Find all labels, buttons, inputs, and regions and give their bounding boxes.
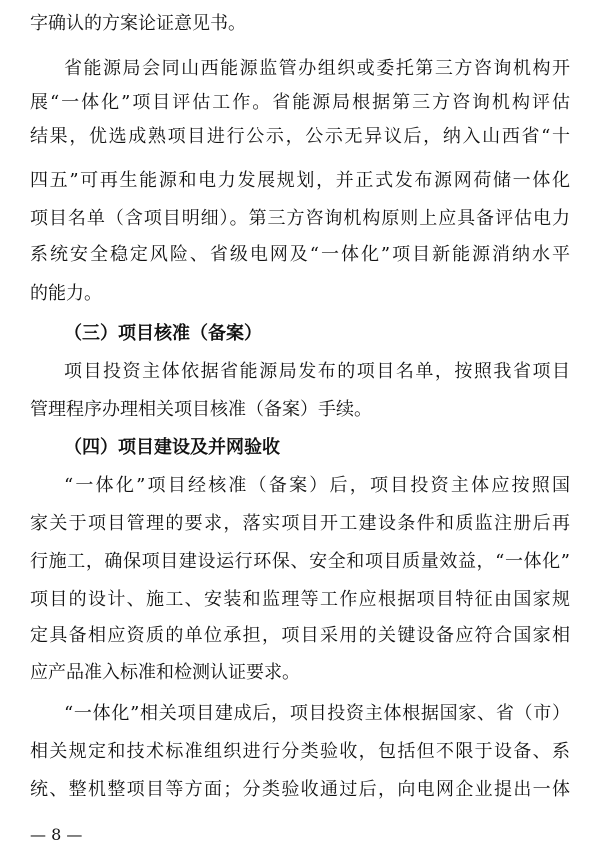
section-heading-4: （四）项目建设及并网验收	[64, 437, 280, 458]
body-text-line: 结果，优选成熟项目进行公示，公示无异议后，纳入山西省“十	[30, 126, 570, 147]
body-text-line: 相关规定和技术标准组织进行分类验收，包括但不限于设备、系	[30, 741, 570, 762]
body-text-line: 四五”可再生能源和电力发展规划，并正式发布源网荷储一体化	[30, 170, 570, 191]
body-text-line: 展“一体化”项目评估工作。省能源局根据第三方咨询机构评估	[30, 92, 570, 113]
page-number: — 8 —	[30, 825, 83, 844]
body-text-line: 定具备相应资质的单位承担，项目采用的关键设备应符合国家相	[30, 625, 570, 646]
body-text-line: 统、整机整项目等方面；分类验收通过后，向电网企业提出一体	[30, 779, 570, 800]
body-text-line: 的能力。	[30, 283, 102, 304]
body-text-line: 行施工，确保项目建设运行环保、安全和项目质量效益，“一体化”	[30, 551, 570, 572]
body-text-line: “一体化”相关项目建成后，项目投资主体根据国家、省（市）	[64, 703, 570, 724]
body-text-line: “一体化”项目经核准（备案）后，项目投资主体应按照国	[64, 475, 570, 496]
body-text-line: 项目投资主体依据省能源局发布的项目名单，按照我省项目	[64, 361, 570, 382]
body-text-line: 项目名单（含项目明细）。第三方咨询机构原则上应具备评估电力	[30, 208, 570, 229]
body-text-line: 家关于项目管理的要求，落实项目开工建设条件和质监注册后再	[30, 513, 570, 534]
body-text-line: 管理程序办理相关项目核准（备案）手续。	[30, 399, 372, 420]
body-text-line: 项目的设计、施工、安装和监理等工作应根据项目特征由国家规	[30, 589, 570, 610]
section-heading-3: （三）项目核准（备案）	[64, 323, 262, 344]
body-text-line: 应产品准入标准和检测认证要求。	[30, 662, 300, 683]
body-text-line: 字确认的方案论证意见书。	[30, 13, 246, 34]
body-text-line: 省能源局会同山西能源监管办组织或委托第三方咨询机构开	[64, 58, 570, 79]
body-text-line: 系统安全稳定风险、省级电网及“一体化”项目新能源消纳水平	[30, 244, 570, 265]
